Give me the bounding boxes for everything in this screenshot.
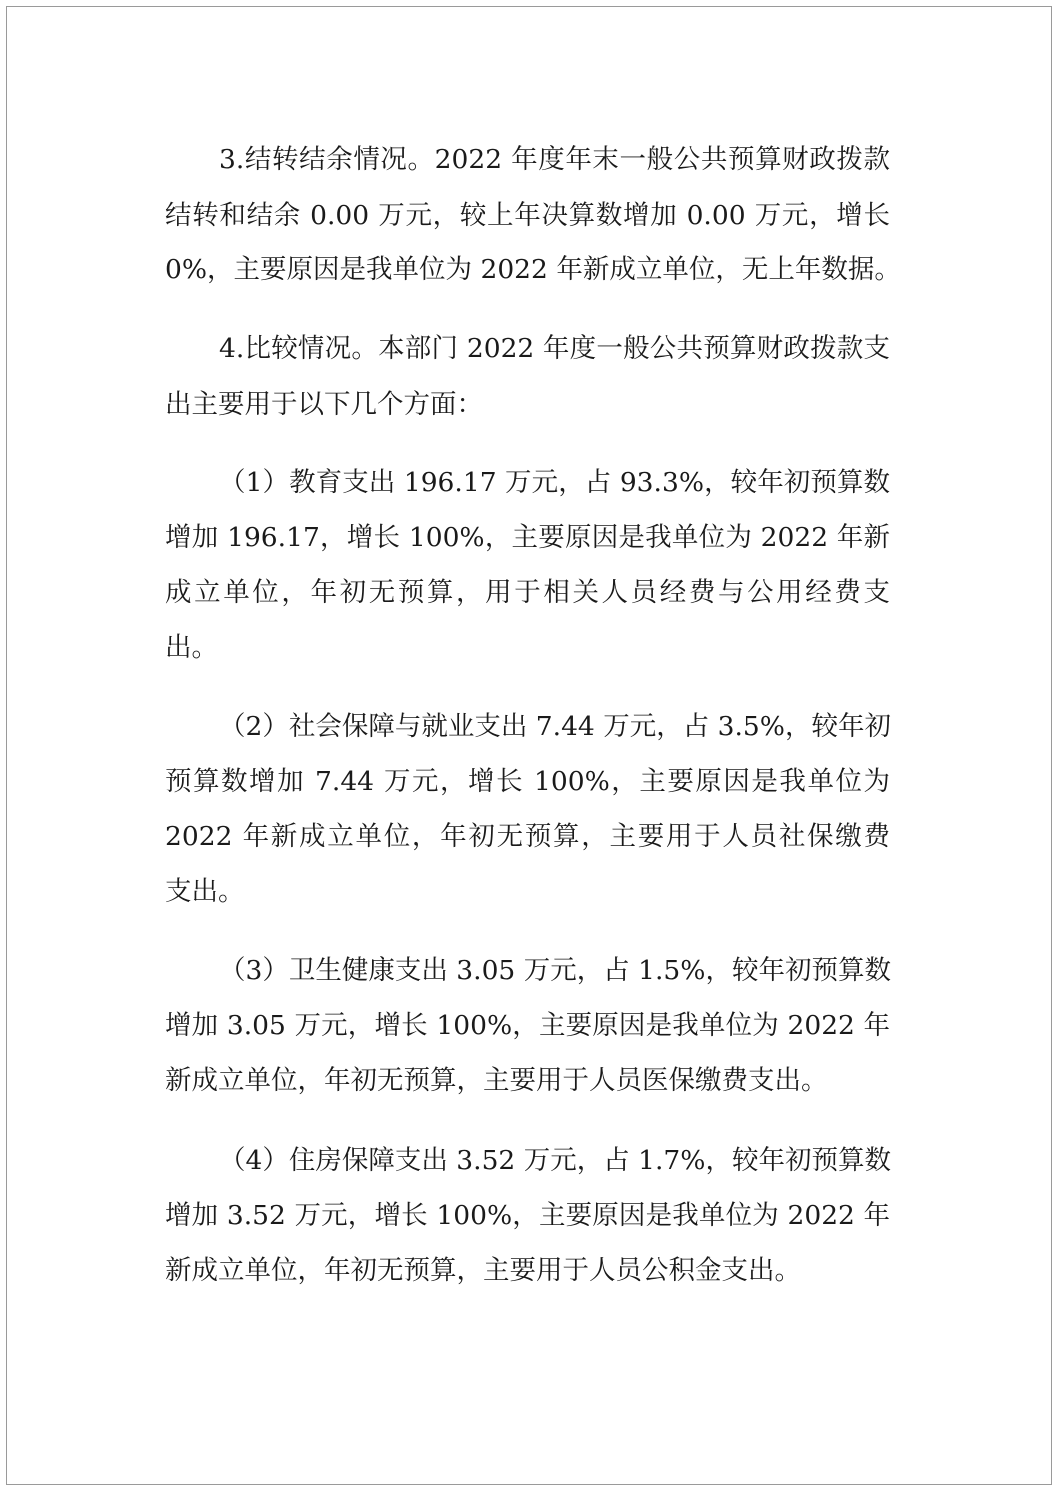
paragraph-line: 0%，主要原因是我单位为 2022 年新成立单位，无上年数据。 (165, 254, 901, 285)
paragraph-line: 3.结转结余情况。2022 年度年末一般公共预算财政拨款 (219, 144, 890, 175)
paragraph-line: （4）住房保障支出 3.52 万元，占 1.7%，较年初预算数 (219, 1145, 891, 1176)
paragraph-line: 增加 196.17，增长 100%，主要原因是我单位为 2022 年新 (165, 522, 890, 553)
paragraph-line: 出。 (165, 632, 218, 663)
paragraph-line: 新成立单位，年初无预算，主要用于人员医保缴费支出。 (165, 1065, 828, 1096)
paragraph-line: 预算数增加 7.44 万元，增长 100%，主要原因是我单位为 (165, 766, 890, 797)
paragraph-line: 增加 3.52 万元，增长 100%，主要原因是我单位为 2022 年 (165, 1200, 890, 1231)
paragraph-line: （1）教育支出 196.17 万元，占 93.3%，较年初预算数 (219, 467, 890, 498)
paragraph-line: 成立单位，年初无预算，用于相关人员经费与公用经费支 (165, 577, 890, 608)
paragraph-line: 2022 年新成立单位，年初无预算，主要用于人员社保缴费 (165, 821, 890, 852)
paragraph-line: 结转和结余 0.00 万元，较上年决算数增加 0.00 万元，增长 (165, 200, 890, 231)
paragraph-line: （3）卫生健康支出 3.05 万元，占 1.5%，较年初预算数 (219, 955, 891, 986)
paragraph-line: 新成立单位，年初无预算，主要用于人员公积金支出。 (165, 1255, 801, 1286)
paragraph-line: 出主要用于以下几个方面： (165, 389, 483, 420)
paragraph-line: 支出。 (165, 876, 245, 907)
paragraph-line: 4.比较情况。本部门 2022 年度一般公共预算财政拨款支 (219, 333, 890, 364)
paragraph-line: （2）社会保障与就业支出 7.44 万元，占 3.5%，较年初 (219, 711, 891, 742)
paragraph-line: 增加 3.05 万元，增长 100%，主要原因是我单位为 2022 年 (165, 1010, 890, 1041)
